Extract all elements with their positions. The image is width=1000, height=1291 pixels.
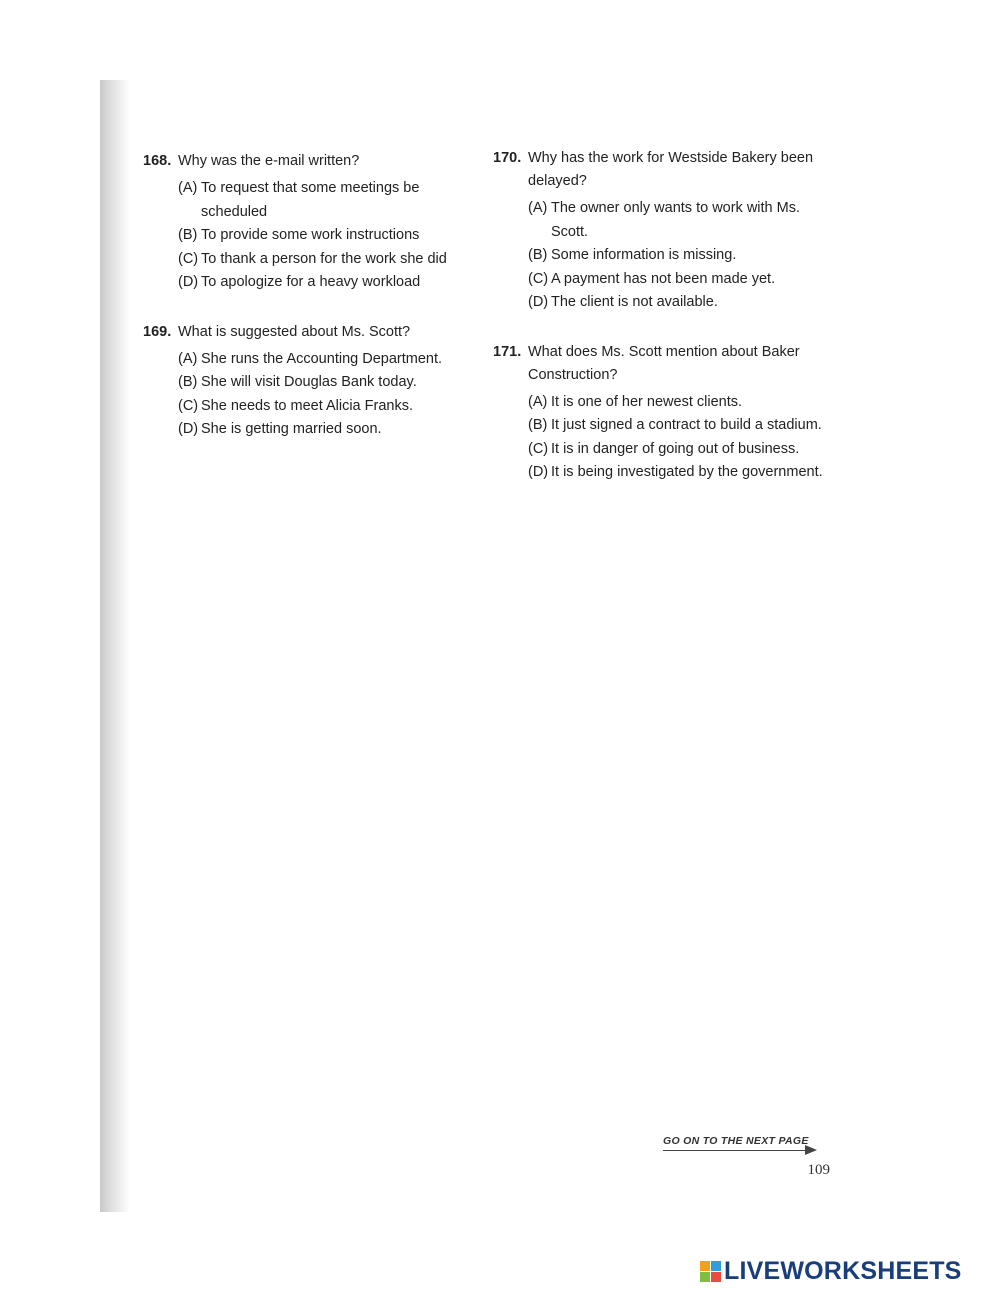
- option-c: [528, 438, 833, 462]
- option-c: [528, 268, 833, 292]
- option-d: [528, 461, 833, 485]
- logo-square-green: [700, 1272, 710, 1282]
- right-column: [493, 147, 833, 511]
- logo-square-orange: [700, 1261, 710, 1271]
- page-number: 109: [807, 1162, 830, 1178]
- answer-options: [528, 391, 833, 485]
- logo-square-red: [711, 1272, 721, 1282]
- question-170: [493, 147, 833, 315]
- option-letter: (D): [178, 274, 199, 290]
- option-text: Some information is missing.: [551, 247, 737, 263]
- question-text: Why has the work for Westside Bakery been delayed?: [528, 150, 814, 189]
- option-letter: (A): [528, 393, 548, 410]
- option-d: [178, 418, 473, 442]
- option-a: [178, 348, 473, 372]
- question-text: What is suggested about Ms. Scott?: [178, 323, 411, 340]
- option-letter: (B): [528, 417, 548, 433]
- answer-options: [178, 348, 473, 442]
- option-text: The owner only wants to work with Ms. Scott.: [551, 200, 801, 240]
- question-168: [143, 150, 473, 295]
- option-letter: (C): [528, 440, 549, 457]
- option-a: [528, 197, 833, 244]
- option-b: [528, 414, 833, 438]
- option-text: She is getting married soon.: [201, 421, 382, 437]
- option-text: She runs the Accounting Department.: [201, 350, 443, 367]
- option-letter: (B): [178, 374, 198, 390]
- option-text: It is in danger of going out of business.: [551, 440, 800, 457]
- option-text: It is one of her newest clients.: [551, 393, 743, 410]
- scan-shadow-edge: [100, 80, 130, 1212]
- option-letter: (C): [178, 397, 199, 414]
- option-text: To thank a person for the work she did: [201, 250, 447, 267]
- question-text: What does Ms. Scott mention about Baker Construction?: [528, 343, 800, 383]
- option-text: She needs to meet Alicia Franks.: [201, 397, 413, 414]
- option-letter: (D): [528, 464, 549, 480]
- question-number: 168.: [143, 153, 172, 169]
- question-number: 170.: [493, 150, 522, 166]
- option-c: [178, 395, 473, 419]
- option-b: [178, 224, 473, 248]
- option-c: [178, 248, 473, 272]
- option-letter: (C): [528, 270, 549, 287]
- logo-square-blue: [711, 1261, 721, 1271]
- brand-logo: [700, 1256, 962, 1286]
- option-b: [528, 244, 833, 268]
- option-letter: (D): [528, 294, 549, 310]
- option-d: [178, 271, 473, 295]
- answer-options: [178, 177, 473, 295]
- option-letter: (C): [178, 250, 199, 267]
- question-number: 171.: [493, 343, 522, 360]
- left-column: [143, 150, 473, 468]
- question-number: 169.: [143, 323, 172, 340]
- option-text: To apologize for a heavy workload: [201, 274, 421, 290]
- liveworksheets-logo-icon: [700, 1261, 721, 1282]
- option-b: [178, 371, 473, 395]
- brand-name: LIVEWORKSHEETS: [724, 1256, 962, 1285]
- question-169: [143, 321, 473, 442]
- option-letter: (A): [178, 350, 198, 367]
- option-letter: (D): [178, 421, 199, 437]
- next-page-label: GO ON TO THE NEXT PAGE: [663, 1135, 809, 1147]
- option-letter: (A): [528, 200, 548, 216]
- option-letter: (A): [178, 180, 198, 196]
- option-text: To provide some work instructions: [201, 227, 420, 243]
- option-letter: (B): [178, 227, 198, 243]
- question-text: Why was the e-mail written?: [178, 153, 360, 169]
- answer-options: [528, 197, 833, 315]
- option-text: To request that some meetings be scheduled: [201, 180, 420, 220]
- option-text: A payment has not been made yet.: [551, 270, 776, 287]
- option-a: [178, 177, 473, 224]
- option-letter: (B): [528, 247, 548, 263]
- next-page-underline: [663, 1150, 805, 1151]
- option-text: It just signed a contract to build a stadium.: [551, 417, 822, 433]
- option-text: It is being investigated by the government.: [551, 464, 823, 480]
- option-d: [528, 291, 833, 315]
- arrow-right-icon: [805, 1145, 817, 1155]
- question-171: [493, 341, 833, 485]
- option-text: She will visit Douglas Bank today.: [201, 374, 417, 390]
- option-text: The client is not available.: [551, 294, 718, 310]
- option-a: [528, 391, 833, 415]
